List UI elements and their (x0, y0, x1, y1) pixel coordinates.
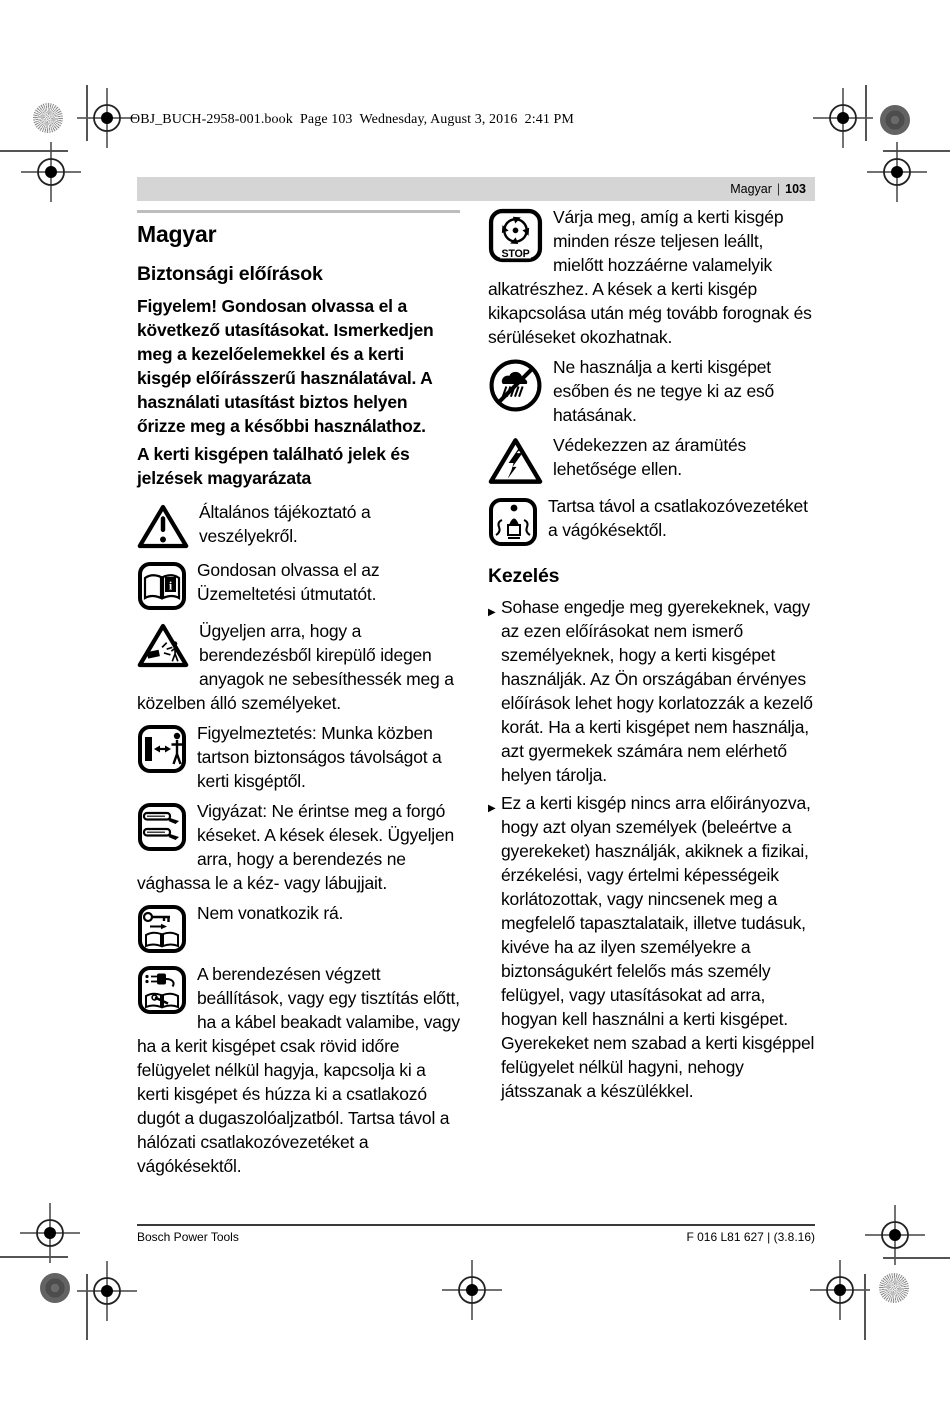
registration-crosshair-icon (808, 1258, 872, 1322)
symbol-item (488, 355, 815, 427)
svg-text:STOP: STOP (501, 247, 530, 260)
registration-crosshair-icon (865, 140, 929, 204)
symbol-item (137, 619, 460, 715)
warning-triangle-icon (137, 503, 189, 550)
title-rule (137, 210, 460, 213)
not-applicable-key-icon (137, 904, 187, 954)
trim-line (86, 1274, 88, 1340)
bullet-text: Sohase engedje meg gyerekeknek, vagy az ezen előírásokat nem ismerő személyeknek, hogy a kerti kisgépet használják. Az Ön országában érvényes előírások lehet hogy korlatozzák a kezelő korát. Ha a kerti kisgépet nem használja, azt gyermekek számára nem elérhető helyen tárolja. (501, 597, 813, 785)
symbol-text: Vigyázat: Ne érintse meg a forgó késeket. A kések élesek. Ügyeljen arra, hogy a berendezés ne vághassa le a kéz- vagy lábujjait. (137, 801, 455, 893)
page-header-bar (137, 177, 815, 201)
symbol-item (137, 799, 460, 895)
safety-heading: Biztonsági előírások (137, 263, 323, 285)
rotating-blades-warning-icon (137, 802, 187, 852)
safety-intro: Figyelem! Gondosan olvassa el a következő utasításokat. Ismerkedjen meg a kezelőelemekkel és a kerti kisgép előírásszerű használatával. A használati utasítást biztos helyen őrizze meg a későbbi használathoz. (137, 296, 434, 436)
svg-text:i: i (168, 578, 173, 593)
registration-crosshair-icon (440, 1258, 504, 1322)
symbol-item (137, 558, 460, 613)
safety-bullet (488, 791, 815, 1103)
symbol-item (488, 205, 815, 349)
symbol-item (137, 500, 460, 552)
left-column (137, 210, 460, 1184)
bullet-marker-icon: ▶ (488, 607, 496, 618)
thrown-objects-warning-icon (137, 622, 189, 669)
language-title: Magyar (137, 221, 217, 247)
unplug-before-service-icon (137, 965, 187, 1015)
electric-shock-warning-icon (488, 436, 543, 486)
registration-crosshair-icon (75, 1259, 139, 1323)
symbol-item (137, 962, 460, 1178)
symbol-text: Nem vonatkozik rá. (197, 903, 344, 923)
registration-crosshair-icon (19, 140, 83, 204)
bullet-marker-icon: ▶ (488, 803, 496, 814)
symbol-item (137, 721, 460, 793)
trim-line (86, 85, 88, 141)
symbol-text: Ne használja a kerti kisgépet esőben és ne tegye ki az eső hatásának. (553, 357, 775, 425)
header-section-label: Magyar (730, 182, 772, 196)
footer-rule (137, 1224, 815, 1226)
symbol-text: Ügyeljen arra, hogy a berendezésből kirepülő idegen anyagok ne sebesíthessék meg a közelben álló személyeket. (137, 621, 454, 713)
header-page-number: 103 (785, 182, 806, 196)
safety-bullet (488, 595, 815, 787)
symbol-text: Általános tájékoztató a veszélyekről. (199, 502, 371, 546)
header-divider: | (776, 182, 781, 196)
calibration-pinwheel-icon (879, 1273, 909, 1303)
symbol-text: Védekezzen az áramütés lehetősége ellen. (553, 435, 747, 479)
symbol-text: Figyelmeztetés: Munka közben tartson biztonságos távolságot a kerti kisgéptől. (197, 723, 442, 791)
trim-line (883, 1257, 950, 1259)
trim-line (864, 1274, 866, 1340)
trim-line (865, 85, 867, 141)
footer-brand: Bosch Power Tools (137, 1230, 239, 1244)
footer-document-number: F 016 L81 627 | (3.8.16) (686, 1230, 815, 1244)
calibration-density-dot-icon (880, 105, 910, 135)
symbol-item (488, 494, 815, 549)
keep-distance-icon (137, 724, 187, 774)
symbol-item (488, 433, 815, 488)
print-job-header: OBJ_BUCH-2958-001.book Page 103 Wednesday, August 3, 2016 2:41 PM (130, 112, 574, 127)
calibration-pinwheel-icon (33, 103, 63, 133)
calibration-density-dot-icon (40, 1273, 70, 1303)
no-rain-icon (488, 358, 543, 413)
symbol-text: Tartsa távol a csatlakozóvezetéket a vágókésektől. (548, 496, 808, 540)
cable-away-from-blades-icon (488, 497, 538, 547)
symbols-heading: A kerti kisgépen található jelek és jelzések magyarázata (137, 444, 410, 488)
right-column (488, 205, 815, 1107)
read-manual-icon (137, 561, 187, 611)
trim-line (0, 1256, 68, 1258)
symbol-text: Várja meg, amíg a kerti kisgép minden része teljesen leállt, mielőtt hozzáérne valamelyik alkatrészhez. A kések a kerti kisgép kikapcsolása után még tovább forognak és sérüléseket okozhatnak. (488, 207, 812, 347)
symbol-item (137, 901, 460, 956)
bullet-text: Ez a kerti kisgép nincs arra előirányozva, hogy azt olyan személyek (beleértve a gyerekeket) használják, akiknek a fizikai, érzékelési, vagy értelmi képességeik korlátozottak, vagy nincsenek meg a megfelelő tapasztalataik, illetve tudásuk, kivéve ha az ilyen személyekre a biztonságukért felelős más személy felügyel, vagy utasításokat ad arra, hogyan kell használni a kerti kisgépet. Gyerekeket nem szabad a kerti kisgéppel felügyelet nélkül hagyni, nehogy játsszanak a készülékkel. (501, 793, 815, 1101)
symbol-text: A berendezésen végzett beállítások, vagy egy tisztítás előtt, ha a kábel beakadt valamibe, vagy ha a kerit kisgépet csak rövid időre felügyelet nélkül hagyja, kapcsolja ki a kerti kisgépet és húzza ki a csatlakozó dugót a dugaszolóaljzatból. Tartsa távol a hálózati csatlakozóvezetéket a vágókésektől. (137, 964, 460, 1176)
stop-wait-icon (488, 208, 543, 263)
symbol-text: Gondosan olvassa el az Üzemeltetési útmutatót. (197, 560, 380, 604)
operation-heading: Kezelés (488, 565, 560, 587)
